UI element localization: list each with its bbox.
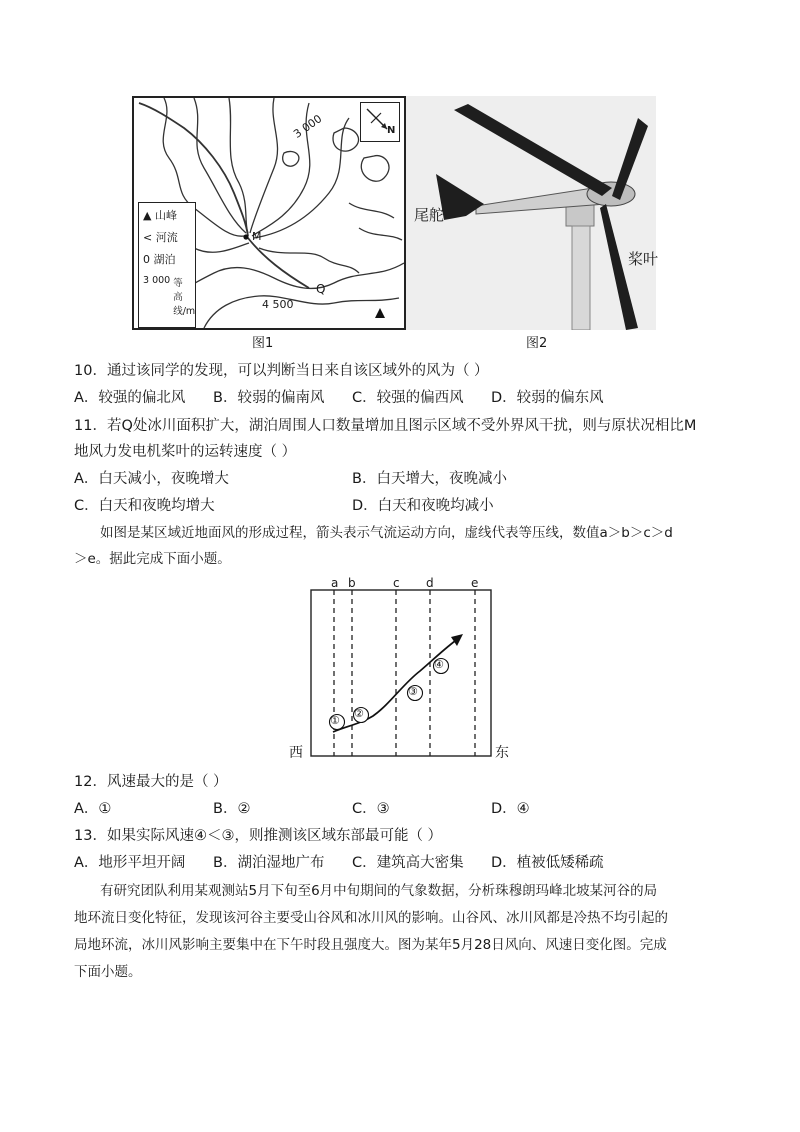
tail-label: 尾舵 [414, 206, 445, 224]
point-2-label: ② [354, 707, 364, 720]
q10-option-b[interactable]: B．较弱的偏南风 [213, 390, 325, 406]
q12-stem: 12．风速最大的是（ ） [74, 774, 228, 790]
legend-lake-label: 湖泊 [153, 253, 176, 266]
q13-stem: 13．如果实际风速④＜③，则推测该区域东部最可能（ ） [74, 828, 443, 844]
intro3-line3: 局地环流，冰川风影响主要集中在下午时段且强度大。图为某年5月28日风向、风速日变化图。完成 [74, 937, 667, 953]
legend-peak [143, 207, 177, 223]
q12-option-a[interactable]: A．① [74, 801, 112, 817]
isobar-drawing [285, 576, 515, 762]
q11-option-c[interactable]: C．白天和夜晚均增大 [74, 498, 215, 514]
point-q-label: Q [316, 282, 326, 296]
isobar-label-c: c [393, 576, 400, 590]
point-1-label: ① [330, 714, 340, 727]
q10-option-c[interactable]: C．较强的偏西风 [352, 390, 464, 406]
intro3-line4: 下面小题。 [74, 964, 142, 980]
q10-option-d[interactable]: D．较弱的偏东风 [491, 390, 604, 406]
legend-contour-label: 等高线/m [173, 278, 196, 317]
intro2-line1: 如图是某区域近地面风的形成过程，箭头表示气流运动方向，虚线代表等压线，数值a＞b＞c＞d [100, 525, 673, 541]
contour-map-figure [132, 96, 406, 330]
q11-option-a[interactable]: A．白天减小，夜晚增大 [74, 471, 229, 487]
map-legend [138, 202, 196, 328]
isobar-figure [285, 576, 515, 762]
lake-icon: 0 [143, 253, 150, 266]
north-arrow-box [360, 102, 400, 142]
west-label: 西 [289, 745, 303, 761]
q12-option-d[interactable]: D．④ [491, 801, 530, 817]
intro3-line1: 有研究团队利用某观测站5月下旬至6月中旬期间的气象数据，分析珠穆朗玛峰北坡某河谷的局 [100, 883, 658, 899]
figure2-caption: 图2 [526, 336, 548, 351]
q13-option-a[interactable]: A．地形平坦开阔 [74, 855, 186, 871]
q12-option-c[interactable]: C．③ [352, 801, 390, 817]
q11-stem-line1: 11．若Q处冰川面积扩大，湖泊周围人口数量增加且图示区域不受外界风干扰，则与原状况相比M [74, 418, 697, 434]
north-label: N [387, 125, 396, 136]
intro2-line2: ＞e。据此完成下面小题。 [74, 551, 231, 567]
q11-stem-line2: 地风力发电机桨叶的运转速度（ ） [74, 444, 297, 460]
isobar-label-b: b [348, 576, 356, 590]
intro3-line2: 地环流日变化特征，发现该河谷主要受山谷风和冰川风的影响。山谷风、冰川风都是冷热不均引起的 [74, 910, 668, 926]
contour-sample-value: 3 000 [143, 275, 171, 286]
isobar-label-a: a [331, 576, 339, 590]
east-label: 东 [495, 745, 509, 761]
legend-lake [143, 251, 176, 267]
wind-turbine-figure [406, 96, 659, 330]
legend-river [143, 229, 178, 245]
legend-peak-label: 山峰 [154, 209, 177, 222]
contour-label-bottom: 4 500 [262, 298, 294, 311]
point-m-label: M [252, 230, 262, 243]
contour-label-top: 3 000 [291, 112, 325, 141]
q13-option-b[interactable]: B．湖泊湿地广布 [213, 855, 325, 871]
q13-option-c[interactable]: C．建筑高大密集 [352, 855, 464, 871]
figure1-caption: 图1 [252, 336, 274, 351]
q13-option-d[interactable]: D．植被低矮稀疏 [491, 855, 604, 871]
point-3-label: ③ [408, 685, 418, 698]
q10-option-a[interactable]: A．较强的偏北风 [74, 390, 186, 406]
legend-river-label: 河流 [155, 231, 178, 244]
legend-contour [143, 275, 196, 317]
point-4-label: ④ [434, 658, 444, 671]
q12-option-b[interactable]: B．② [213, 801, 251, 817]
isobar-label-d: d [426, 576, 434, 590]
peak-icon: ▲ [143, 209, 152, 222]
q10-stem: 10．通过该同学的发现，可以判断当日来自该区域外的风为（ ） [74, 363, 489, 379]
blade-label: 桨叶 [628, 250, 659, 268]
q11-option-b[interactable]: B．白天增大，夜晚减小 [352, 471, 507, 487]
isobar-label-e: e [471, 576, 479, 590]
q11-option-d[interactable]: D．白天和夜晚均减小 [352, 498, 494, 514]
river-icon: < [143, 231, 153, 244]
